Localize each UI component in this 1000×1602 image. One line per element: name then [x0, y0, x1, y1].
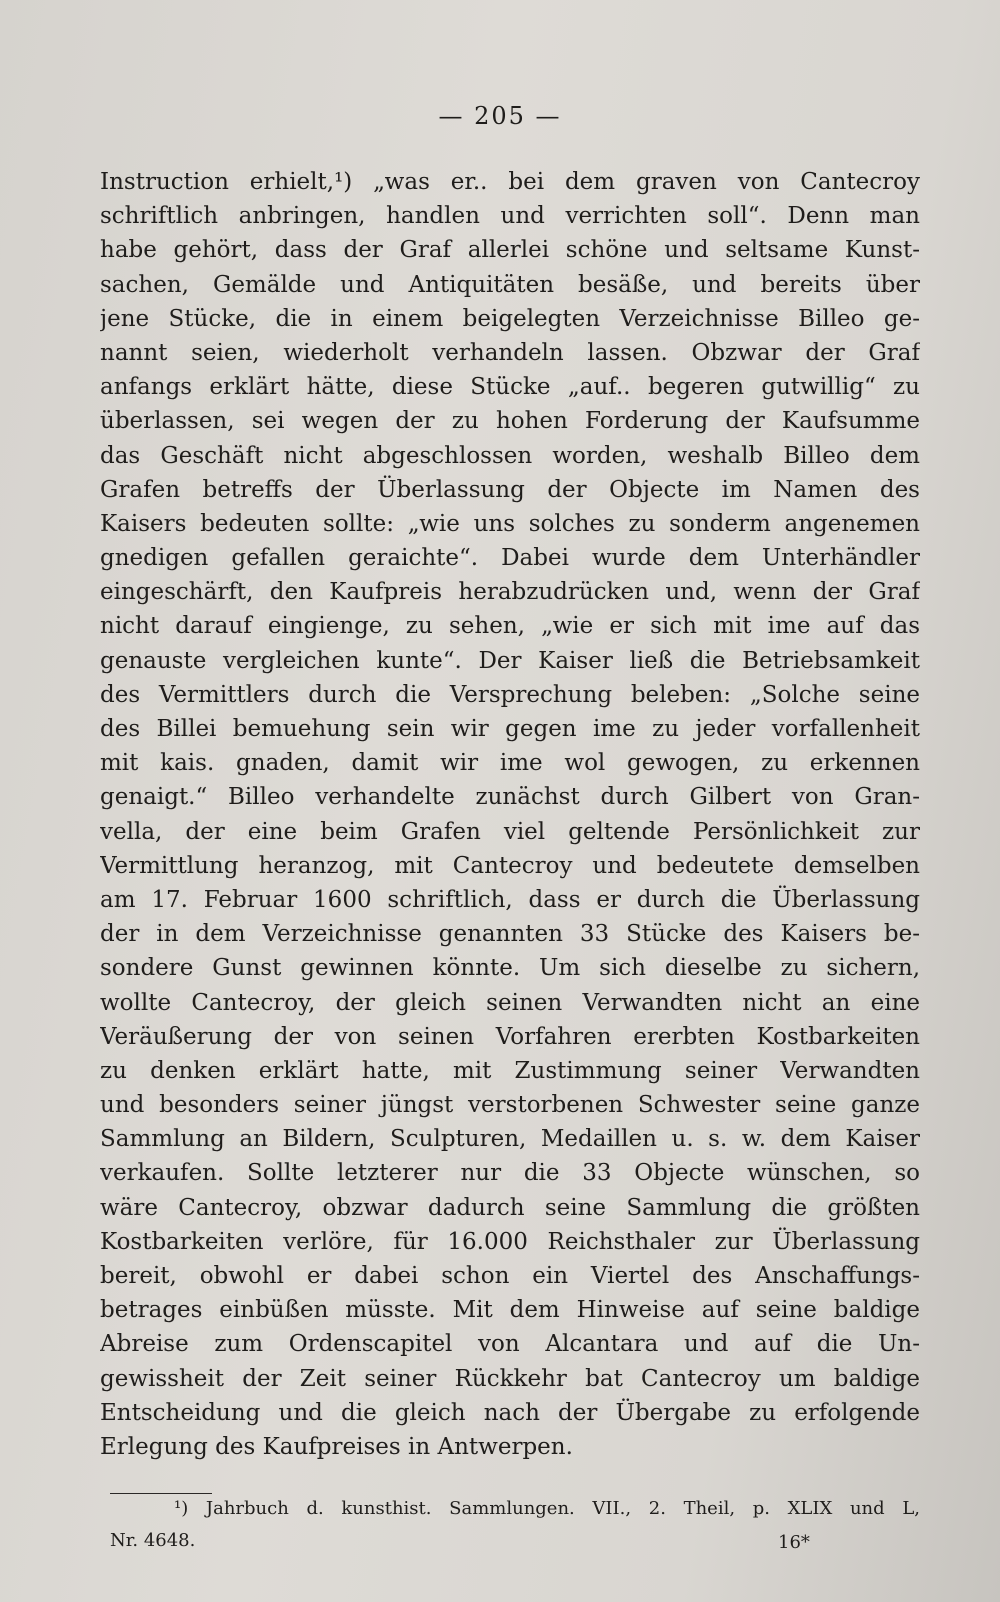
text-line: Veräußerung der von seinen Vorfahren ererbten Kostbarkeiten [100, 1023, 920, 1050]
text-line: Kostbarkeiten verlöre, für 16.000 Reichsthaler zur Überlassung [100, 1228, 920, 1255]
text-line: schriftlich anbringen, handlen und verrichten soll“. Denn man [100, 203, 920, 230]
text-line: und besonders seiner jüngst verstorbenen Schwester seine ganze [100, 1092, 920, 1119]
text-line: am 17. Februar 1600 schriftlich, dass er durch die Überlassung [100, 886, 920, 913]
text-line: eingeschärft, den Kaufpreis herabzudrücken und, wenn der Graf [100, 579, 920, 606]
text-line: betrages einbüßen müsste. Mit dem Hinweise auf seine baldige [100, 1297, 920, 1324]
text-line: anfangs erklärt hätte, diese Stücke „auf.. begeren gutwillig“ zu [100, 374, 920, 401]
text-line: Erlegung des Kaufpreises in Antwerpen. [100, 1433, 573, 1460]
text-line: überlassen, sei wegen der zu hohen Forderung der Kaufsumme [100, 408, 920, 435]
text-line: wollte Cantecroy, der gleich seinen Verwandten nicht an eine [100, 989, 920, 1016]
text-line: der in dem Verzeichnisse genannten 33 Stücke des Kaisers be- [100, 921, 920, 948]
text-line: verkaufen. Sollte letzterer nur die 33 Objecte wünschen, so [100, 1160, 920, 1187]
text-line: zu denken erklärt hatte, mit Zustimmung seiner Verwandten [100, 1057, 920, 1084]
text-line: wäre Cantecroy, obzwar dadurch seine Sammlung die größten [100, 1194, 920, 1221]
text-line: bereit, obwohl er dabei schon ein Viertel des Anschaffungs- [100, 1263, 920, 1289]
text-line: gewissheit der Zeit seiner Rückkehr bat Cantecroy um baldige [100, 1365, 920, 1392]
text-line: genaigt.“ Billeo verhandelte zunächst durch Gilbert von Gran- [100, 784, 920, 811]
text-line: genauste vergleichen kunte“. Der Kaiser ließ die Betriebsamkeit [100, 647, 920, 674]
text-line: Abreise zum Ordenscapitel von Alcantara und auf die Un- [100, 1331, 920, 1358]
text-line: gnedigen gefallen geraichte“. Dabei wurde dem Unterhändler [100, 545, 920, 572]
text-line: Grafen betreffs der Überlassung der Objecte im Namen des [100, 476, 920, 503]
text-line: Entscheidung und die gleich nach der Übergabe zu erfolgende [100, 1399, 920, 1426]
text-line: jene Stücke, die in einem beigelegten Verzeichnisse Billeo ge- [100, 305, 920, 332]
body-text [100, 165, 920, 1464]
text-line: vella, der eine beim Grafen viel geltende Persönlichkeit zur [100, 818, 920, 845]
text-line: Vermittlung heranzog, mit Cantecroy und bedeutete demselben [100, 852, 920, 879]
text-line: des Vermittlers durch die Versprechung beleben: „Solche seine [100, 681, 920, 708]
text-line: sachen, Gemälde und Antiquitäten besäße, und bereits über [100, 271, 920, 298]
text-line: Kaisers bedeuten sollte: „wie uns solches zu sonderm angenemen [100, 510, 920, 537]
text-line: Instruction erhielt,¹) „was er.. bei dem graven von Cantecroy [100, 169, 920, 195]
page-number: — 205 — [438, 102, 562, 130]
text-line: das Geschäft nicht abgeschlossen worden, weshalb Billeo dem [100, 442, 920, 469]
footnote-line: ¹) Jahrbuch d. kunsthist. Sammlungen. VII., 2. Theil, p. XLIX und L, [174, 1498, 920, 1519]
text-line: nicht darauf eingienge, zu sehen, „wie er sich mit ime auf das [100, 613, 920, 640]
text-line: des Billei bemuehung sein wir gegen ime zu jeder vorfallenheit [100, 716, 920, 742]
text-line: sondere Gunst gewinnen könnte. Um sich dieselbe zu sichern, [100, 955, 920, 982]
text-line: habe gehört, dass der Graf allerlei schöne und seltsame Kunst- [100, 237, 920, 264]
text-line: Sammlung an Bildern, Sculpturen, Medaillen u. s. w. dem Kaiser [100, 1126, 920, 1153]
footnote-line: Nr. 4648. [110, 1530, 196, 1551]
printer-signature-mark: 16* [778, 1532, 810, 1553]
text-line: nannt seien, wiederholt verhandeln lassen. Obzwar der Graf [100, 339, 920, 366]
text-line: mit kais. gnaden, damit wir ime wol gewogen, zu erkennen [100, 750, 920, 777]
